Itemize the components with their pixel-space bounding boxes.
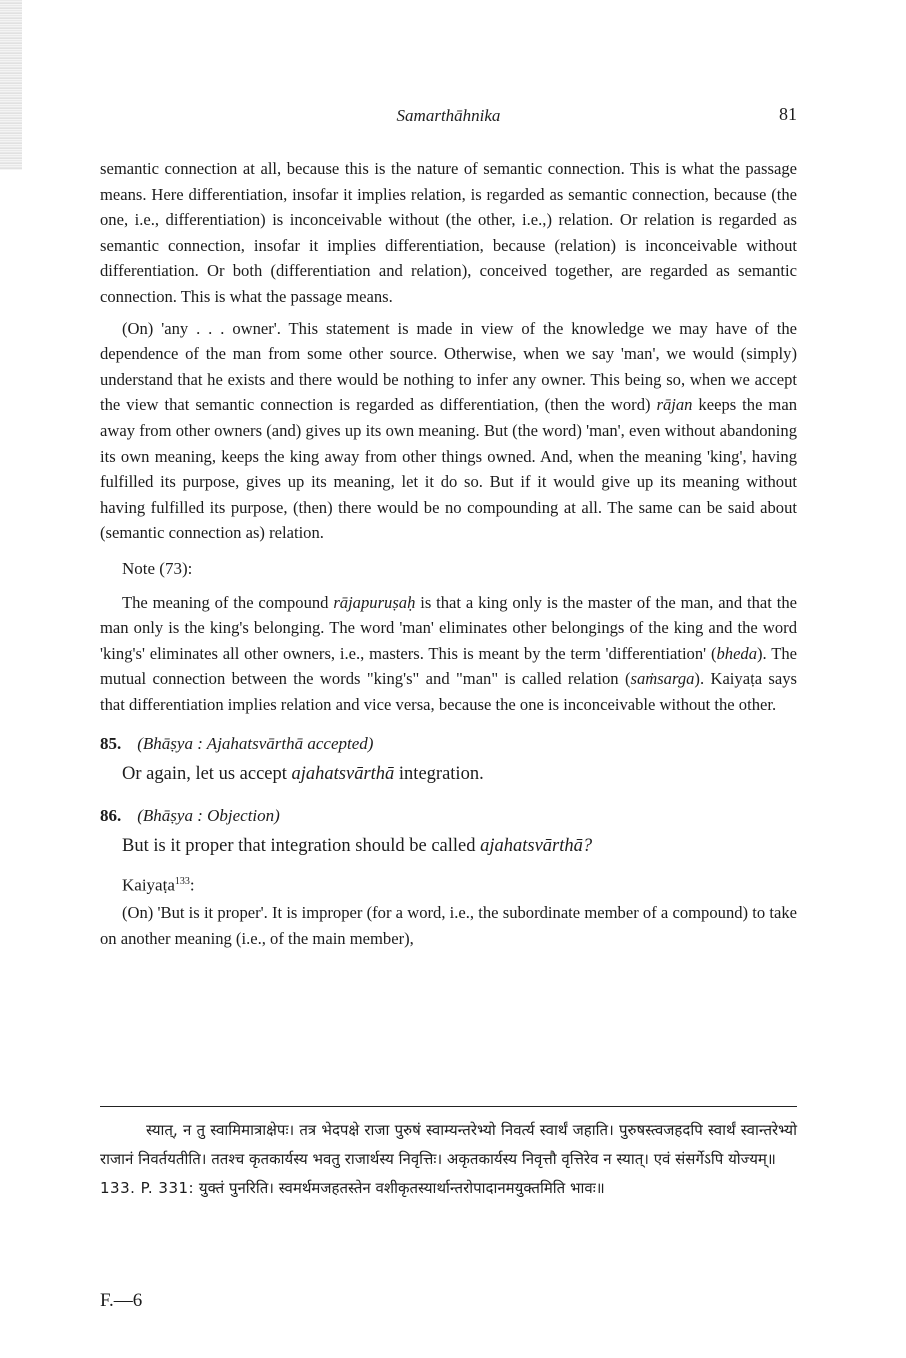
footnote-rule [100, 1106, 797, 1107]
footnotes [100, 1116, 797, 1203]
note-label: Note (73): [122, 558, 193, 578]
section-86-text [100, 831, 797, 861]
term-samsarga: saṁsarga [630, 669, 695, 689]
signature-mark: F.—6 [100, 1290, 143, 1311]
page-number: 81 [779, 104, 797, 124]
section-85-text [100, 759, 797, 789]
term-bheda: bheda [716, 643, 758, 663]
note-text-a: The meaning of the compound [122, 592, 334, 612]
paragraph-2-text-b: keeps the man away from other owners (and) gives up its own meaning. But (the word) 'man', even without abandoning its own meaning, keeps the king away from other things owned. And, when the meaning 'king', having fulfilled its purpose, gives up its meaning, let it do so. But if it would give up its meaning without having fulfilled its purpose, (then) there would be no compounding at all. The same can be said about (semantic connection as) relation. [100, 395, 797, 543]
section-85-label: (Bhāṣya : Ajahatsvārthā accepted) [137, 734, 374, 754]
sanskrit-footnote-1: स्यात्, न तु स्वामिमात्राक्षेपः। तत्र भेदपक्षे राजा पुरुषं स्वाम्यन्तरेभ्यो निवर्त्य स्वार्थं जहाति। पुरुषस्त्वजहदपि स्वार्थं स्वान्तरेभ्यो राजानं निवर्तयतीति। ततश्च कृतकार्यस्य भवतु राजार्थस्य निवृत्तिः। अकृतकार्यस्य निवृत्तौ वृत्तिरेव न स्यात्। एवं संसर्गेऽपि योज्यम्॥ [100, 1121, 797, 1168]
section-86-label: (Bhāṣya : Objection) [137, 806, 280, 826]
scan-edge-shadow [0, 0, 22, 170]
section-85-text-b: integration. [394, 764, 484, 785]
sanskrit-footnote-133-text: युक्तं पुनरिति। स्वमर्थमजहतस्तेन वशीकृतस्यार्थान्तरोपादानमयुक्तमिति भावः॥ [198, 1179, 605, 1197]
note-text-c: ). The mutual connection between the words "king's" and "man" is called relation ( [100, 643, 797, 689]
kaiyata-colon: : [189, 875, 195, 895]
section-85-text-a: Or again, let us accept [122, 764, 292, 785]
footnote-number-133: 133. P. 331: [100, 1179, 195, 1197]
page-header [100, 104, 797, 130]
section-86-text-a: But is it proper that integration should be called [122, 835, 481, 856]
term-rajan: rājan [656, 395, 693, 415]
running-title: Samarthāhnika [396, 106, 501, 125]
note-text-d: ). Kaiyaṭa says that differentiation implies relation and vice versa, because the one is inconceivable without the other. [100, 669, 797, 714]
main-text [100, 156, 797, 951]
last-paragraph [100, 900, 797, 951]
note-text-b: is that a king only is the master of the man, and that the man only is the king's belonging. The word 'man' eliminates other belongings of the king and the word 'king's' eliminates all other owners, i.e., masters. This is meant by the term 'differentiation' ( [100, 592, 797, 663]
section-86-heading [100, 803, 797, 829]
paragraph-1 [100, 156, 797, 310]
term-rajapurusah: rājapuruṣaḥ [333, 592, 416, 612]
footnote-ref-133: 133 [174, 875, 190, 887]
note-paragraph [100, 590, 797, 718]
kaiyata-name: Kaiyaṭa [122, 875, 175, 895]
section-85-heading [100, 731, 797, 757]
kaiyata-label [122, 869, 797, 898]
term-ajahatsvartha: ajahatsvārthā [291, 764, 395, 785]
section-86-number: 86. [100, 806, 122, 826]
section-85-number: 85. [100, 734, 122, 754]
paragraph-2 [100, 316, 797, 546]
last-paragraph-text: (On) 'But is it proper'. It is improper (for a word, i.e., the subordinate member of a compound) to take on another meaning (i.e., of the main member), [100, 902, 797, 948]
paragraph-1-text: semantic connection at all, because this is the nature of semantic connection. This is what the passage means. Here differentiation, insofar it implies relation, is regarded as semantic connection, because (the one, i.e., differentiation) is inconceivable without (the other, i.e.,) relation. Or relation is regarded as semantic connection, insofar it implies differentiation, because (relation) is inconceivable without differentiation. Or both (differentiation and relation), conceived together, are regarded as semantic connection. This is what the passage means. [100, 159, 797, 306]
term-ajahatsvartha-question: ajahatsvārthā? [480, 835, 593, 856]
paragraph-2-text-a: (On) 'any . . . owner'. This statement is made in view of the knowledge we may have of the dependence of the man from some other source. Otherwise, when we say 'man', we would (simply) understand that he exists and there would be nothing to infer any owner. This being so, when we accept the view that semantic connection is regarded as differentiation, (then the word) [100, 318, 797, 415]
sanskrit-footnote-133 [100, 1174, 797, 1203]
